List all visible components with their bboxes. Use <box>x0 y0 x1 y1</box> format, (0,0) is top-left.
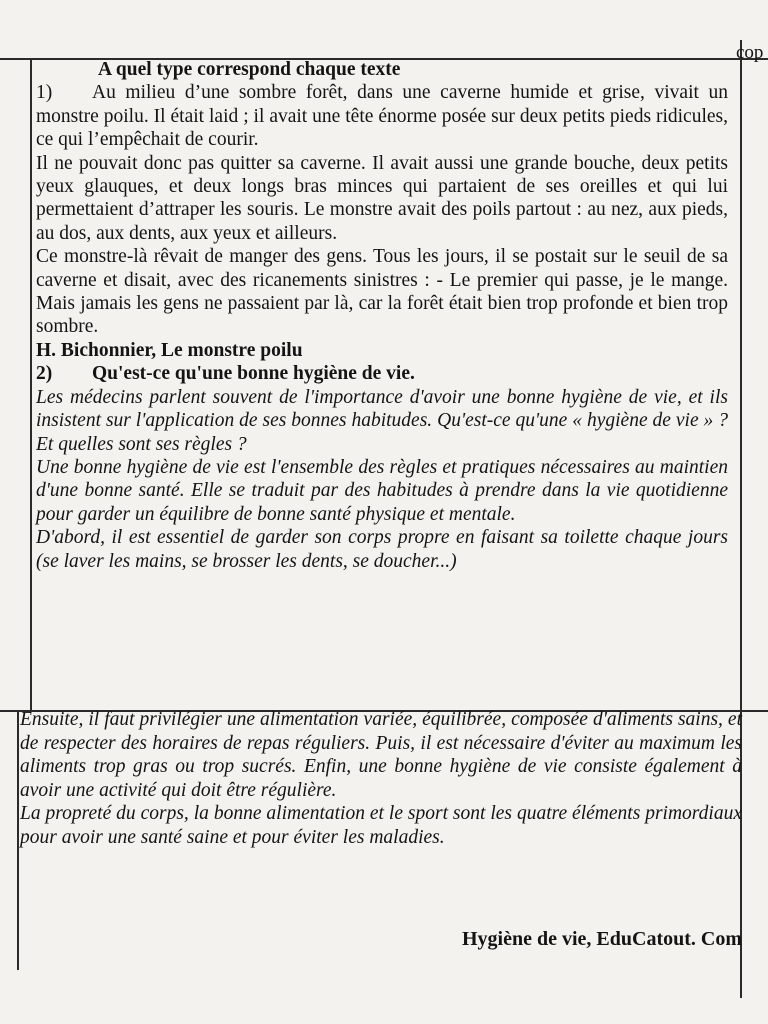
text2-title: Qu'est-ce qu'une bonne hygiène de vie. <box>92 363 415 385</box>
text1-paragraph-2: Il ne pouvait donc pas quitter sa caverne. Il avait aussi une grande bouche, deux petits yeux glauques, et deux longs bras minces qui partaient de ses oreilles et qui lui permettaient d’attraper les souris. Le monstre avait des poils partout : au nez, aux pieds, au dos, aux dents, aux yeux et ailleurs. <box>36 152 728 244</box>
text-block-upper <box>36 58 728 573</box>
table-left-border-bottom <box>17 710 19 970</box>
table-right-border <box>740 40 742 998</box>
text1-paragraph-3: Ce monstre-là rêvait de manger des gens. Tous les jours, il se postait sur le seuil de sa caverne et disait, avec des ricanements sinistres : - Le premier qui passe, je le mange. Mais jamais les gens ne passaient par là, car la forêt était bien trop profonde et bien trop sombre. <box>36 246 728 338</box>
corner-text: cop <box>736 42 764 63</box>
table-left-border-top <box>30 58 32 712</box>
text2-paragraph-3: D'abord, il est essentiel de garder son corps propre en faisant sa toilette chaque jours (se laver les mains, se brosser les dents, se doucher...) <box>36 527 728 572</box>
text2-paragraph-5: La propreté du corps, la bonne alimentation et le sport sont les quatre éléments primordiaux pour avoir une santé saine et pour éviter les maladies. <box>20 803 742 848</box>
text2-paragraph-2: Une bonne hygiène de vie est l'ensemble des règles et pratiques nécessaires au maintien d'une bonne santé. Elle se traduit par des habitudes à prendre dans la vie quotidienne pour garder un équilibre de bonne santé physique et mentale. <box>36 456 728 525</box>
section-title: A quel type correspond chaque texte <box>98 59 401 80</box>
text2-number: 2) <box>36 363 53 385</box>
text-block-lower <box>20 708 742 850</box>
text1-number: 1) <box>36 82 53 104</box>
text2-heading <box>36 362 728 385</box>
text1-paragraph-1: 1) Au milieu d’une sombre forêt, dans une caverne humide et grise, vivait un monstre poilu. Il était laid ; il avait une tête énorme posée sur deux petits pieds ridicules, ce qui l’empêchait de courir. <box>36 82 728 151</box>
text2-source: Hygiène de vie, EduCatout. Com <box>462 928 742 950</box>
text2-paragraph-4: Ensuite, il faut privilégier une alimentation variée, équilibrée, composée d'aliments sains, et de respecter des horaires de repas réguliers. Puis, il est nécessaire d'éviter au maximum les aliments trop gras ou trop sucrés. Enfin, une bonne hygiène de vie consiste également à avoir une activité qui doit être régulière. <box>20 709 742 801</box>
text1-source: H. Bichonnier, Le monstre poilu <box>36 339 303 361</box>
text2-paragraph-1: Les médecins parlent souvent de l'importance d'avoir une bonne hygiène de vie, et ils insistent sur l'application de ses bonnes habitudes. Qu'est-ce qu'une « hygiène de vie » ? Et quelles sont ses règles ? <box>36 386 728 455</box>
